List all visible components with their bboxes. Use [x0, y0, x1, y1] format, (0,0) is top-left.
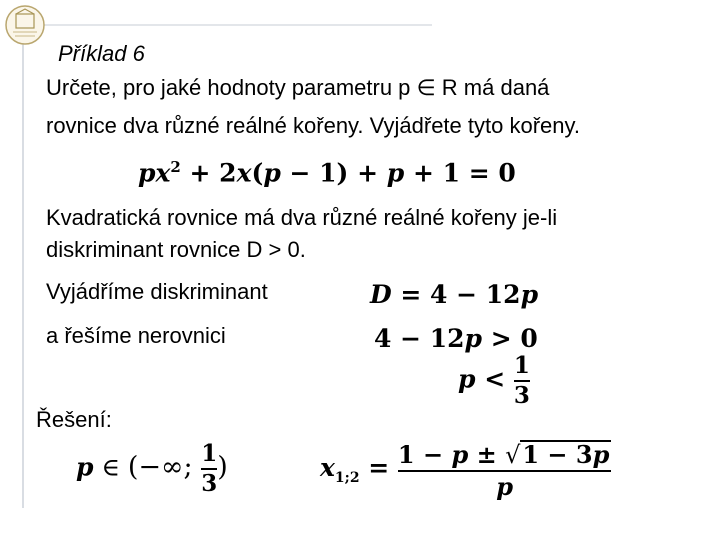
condition-line-1: Kvadratická rovnice má dva různé reálné kořeny je-li [46, 205, 558, 230]
example-title: Příklad 6 [58, 41, 145, 66]
discriminant-expression: D = 4 − 12p [370, 280, 539, 309]
solution-interval: p ∈ (−∞; $\frac{1}{3}$ ) [76, 440, 228, 498]
frame-left-line [22, 38, 24, 508]
inequality-expression: 4 − 12p > 0 [374, 324, 538, 353]
solution-label: Řešení: [36, 407, 112, 432]
condition-line-2: diskriminant rovnice D > 0. [46, 237, 306, 262]
task-line-2: rovnice dva různé reálné kořeny. Vyjádřete tyto kořeny. [46, 113, 580, 138]
roots-formula: $x_{1;2}$ = $\frac{1 - p \pm √1 - 3p}{p}$ [320, 440, 610, 502]
inequality-result: p < $\frac{1}{3}$ [458, 352, 530, 410]
task-line-1: Určete, pro jaké hodnoty parametru p ∈ R má daná [46, 75, 550, 100]
discriminant-label: Vyjádříme diskriminant [46, 279, 268, 304]
main-equation: $px^2 + 2x(p - 1) + p + 1 = 0$ [138, 158, 516, 188]
inequality-label: a řešíme nerovnici [46, 323, 226, 348]
school-logo-icon [4, 4, 46, 46]
frame-top-line [22, 24, 432, 26]
